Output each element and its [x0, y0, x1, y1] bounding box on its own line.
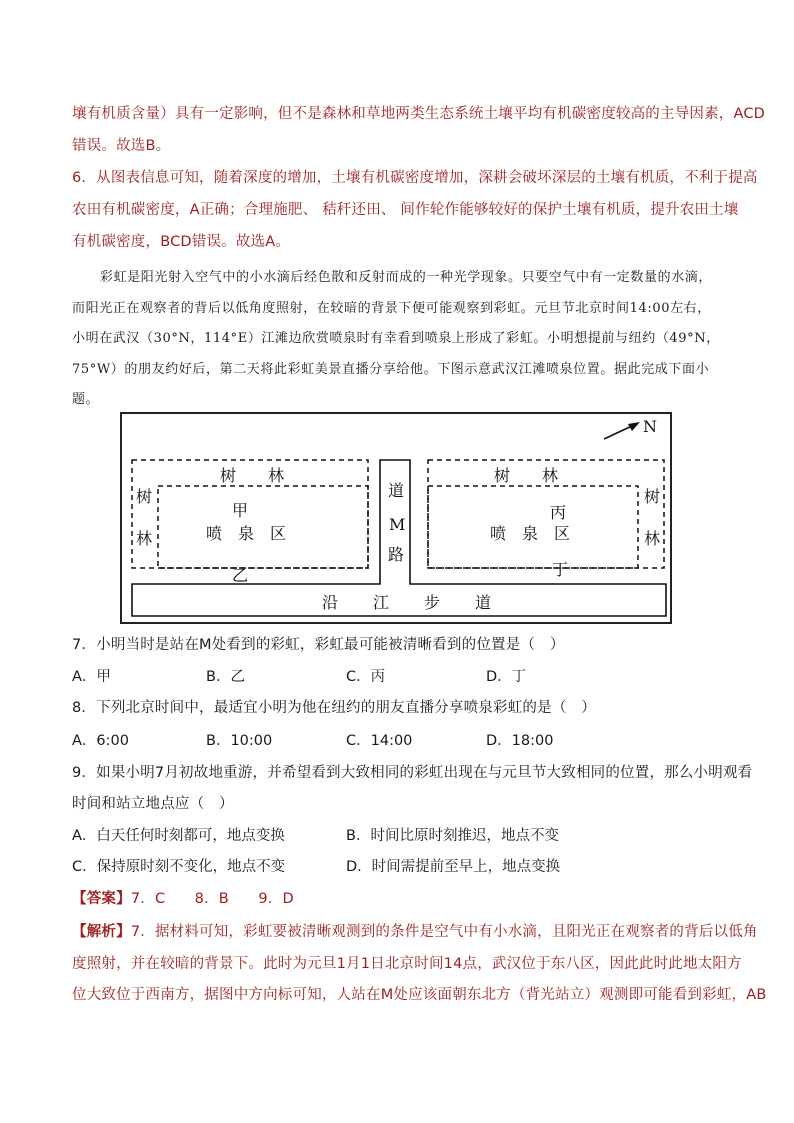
analysis-text-1: 7．据材料可知，彩虹要被清晰观测到的条件是空气中有小水滴，且阳光正在观察者的背后以低角	[130, 924, 758, 940]
forest-right-2: 林	[644, 529, 661, 548]
analysis-line-2: 度照射，并在较暗的背景下。此时为元旦1月1日北京时间14点，武汉位于东八区，因此此时此地太阳方	[72, 956, 742, 972]
intro-line-3: 6．从图表信息可知，随着深度的增加，土壤有机碳密度增加，深耕会破坏深层的土壤有机质，不利于提高	[72, 170, 758, 186]
q7-stem: 7．小明当时是站在M处看到的彩虹，彩虹最可能被清晰看到的位置是（ ）	[72, 637, 565, 653]
forest-left-2: 林	[136, 529, 153, 548]
q8-option-c: C．14:00	[346, 733, 413, 749]
north-arrowhead-icon	[628, 422, 640, 431]
road-label-2: M	[389, 515, 406, 534]
q8-option-a: A．6:00	[72, 733, 129, 749]
intro-line-5: 有机碳密度，BCD错误。故选A。	[72, 234, 291, 250]
answer-line	[72, 887, 294, 908]
label-jia: 甲	[232, 501, 249, 520]
analysis-line-3: 位大致位于西南方，据图中方向标可知，人站在M处应该面朝东北方（背光站立）观测即可能看到彩虹，AB	[72, 987, 767, 1003]
label-bing: 丙	[550, 503, 567, 522]
road-label-1: 道	[388, 481, 405, 500]
q9-stem-line-2: 时间和站立地点应（ ）	[72, 796, 234, 812]
forest-left-1: 树	[136, 487, 153, 506]
q7-option-d: D．丁	[486, 669, 527, 685]
forest-top-right: 树 林	[494, 466, 559, 485]
answer-values: 7．C 8．B 9．D	[130, 891, 294, 907]
q8-option-b: B．10:00	[206, 733, 273, 749]
forest-top-left: 树 林	[220, 466, 285, 485]
passage-line-2: 而阳光正在观察者的背后以低角度照射，在较暗的背景下便可能观察到彩虹。元旦节北京时间14:00左右，	[72, 301, 711, 316]
q9-stem-line-1: 9．如果小明7月初故地重游，并希望看到大致相同的彩虹出现在与元旦节大致相同的位置，那么小明观看	[72, 765, 753, 781]
analysis-line-1	[72, 920, 758, 941]
passage-line-5: 题。	[72, 392, 100, 407]
fountain-area-left: 喷 泉 区	[206, 524, 287, 543]
q9-option-c: C．保持原时刻不变化，地点不变	[72, 859, 286, 875]
forest-right-1: 树	[644, 487, 661, 506]
fountain-area-right: 喷 泉 区	[490, 524, 571, 543]
passage-line-1: 彩虹是阳光射入空气中的小水滴后经色散和反射而成的一种光学现象。只要空气中有一定数量的水滴，	[100, 270, 713, 285]
answer-label: 【答案】	[72, 891, 131, 907]
q9-option-b: B．时间比原时刻推迟，地点不变	[346, 828, 559, 844]
north-label: N	[643, 417, 657, 436]
passage-line-3: 小明在武汉（30°N，114°E）江滩边欣赏喷泉时有幸看到喷泉上形成了彩虹。小明想提前与纽约（49°N，	[72, 331, 720, 346]
north-arrow-icon	[604, 425, 634, 439]
intro-line-4: 农田有机碳密度，A正确；合理施肥、 秸秆还田、 间作轮作能够较好的保护土壤有机质，提升农田土壤	[72, 202, 739, 218]
riverside-walkway-label: 沿 江 步 道	[322, 593, 493, 612]
q7-option-c: C．丙	[346, 669, 386, 685]
q9-option-d: D．时间需提前至早上，地点变换	[346, 859, 561, 875]
intro-line-2: 错误。故选B。	[72, 138, 171, 154]
fountain-location-diagram	[120, 412, 672, 624]
intro-line-1: 壤有机质含量）具有一定影响，但不是森林和草地两类生态系统土壤平均有机碳密度较高的主导因素，ACD	[72, 106, 766, 122]
label-yi: 乙	[232, 566, 249, 585]
analysis-label: 【解析】	[72, 924, 131, 940]
passage-line-4: 75°W）的朋友约好后，第二天将此彩虹美景直播分享给他。下图示意武汉江滩喷泉位置。据此完成下面小	[72, 362, 710, 377]
q7-option-a: A．甲	[72, 669, 111, 685]
q9-option-a: A．白天任何时刻都可，地点变换	[72, 828, 285, 844]
q8-option-d: D．18:00	[486, 733, 554, 749]
road-label-3: 路	[388, 545, 405, 564]
q8-stem: 8．下列北京时间中，最适宜小明为他在纽约的朋友直播分享喷泉彩虹的是（ ）	[72, 700, 596, 716]
label-ding: 丁	[552, 560, 569, 579]
q7-option-b: B．乙	[206, 669, 245, 685]
